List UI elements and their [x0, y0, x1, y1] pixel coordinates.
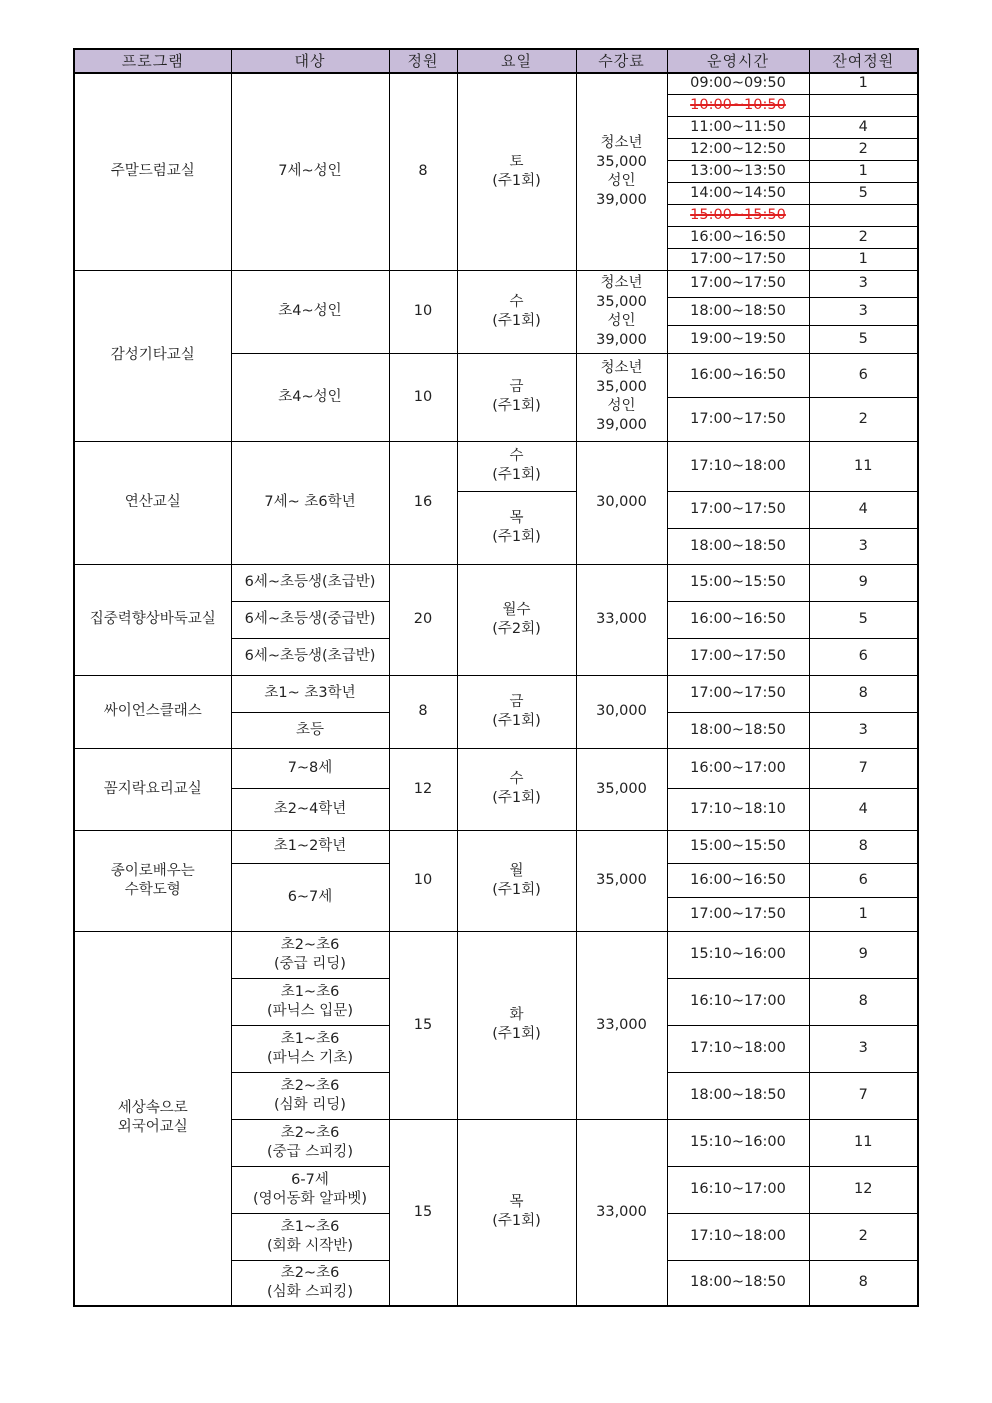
time-cell	[667, 1260, 809, 1306]
table-row	[74, 830, 918, 863]
table-row	[74, 675, 918, 712]
program-name-cell: 연산교실	[74, 441, 231, 564]
program-name-cell: 종이로배우는 수학도형	[74, 830, 231, 931]
time-text: 17:00~17:50	[690, 275, 786, 291]
time-text: 18:00~18:50	[690, 721, 786, 738]
target-cell: 초1~2학년	[231, 830, 389, 863]
time-text: 18:00~18:50	[690, 302, 786, 319]
time-cell	[667, 138, 809, 160]
day-cell: 목 (주1회)	[457, 1119, 576, 1306]
remaining-cell: 3	[809, 712, 918, 748]
fee-cell: 청소년 35,000 성인 39,000	[576, 353, 667, 441]
remaining-cell: 2	[809, 226, 918, 248]
remaining-cell: 8	[809, 675, 918, 712]
time-cell	[667, 601, 809, 638]
time-text: 15:10~16:00	[690, 946, 786, 962]
capacity-cell: 12	[389, 748, 457, 830]
day-cell: 수 (주1회)	[457, 441, 576, 491]
target-cell: 초1~초6 (파닉스 입문)	[231, 978, 389, 1025]
remaining-cell: 5	[809, 325, 918, 353]
time-cell	[667, 160, 809, 182]
time-cell-canceled	[667, 204, 809, 226]
program-name-cell: 집중력향상바둑교실	[74, 564, 231, 675]
program-name-cell: 주말드럼교실	[74, 73, 231, 270]
time-text: 16:00~16:50	[690, 228, 786, 245]
table-row	[74, 441, 918, 491]
time-text: 16:10~17:00	[690, 993, 786, 1009]
remaining-cell: 1	[809, 897, 918, 931]
time-text: 17:00~17:50	[690, 410, 786, 427]
time-text: 14:00~14:50	[690, 184, 786, 201]
table-row	[74, 748, 918, 788]
capacity-cell: 8	[389, 675, 457, 748]
fee-cell: 33,000	[576, 564, 667, 675]
capacity-cell: 10	[389, 830, 457, 931]
header-capacity: 정원	[389, 49, 457, 73]
remaining-cell: 2	[809, 397, 918, 441]
target-cell: 6~7세	[231, 863, 389, 931]
time-cell	[667, 441, 809, 491]
remaining-cell	[809, 94, 918, 116]
target-cell: 6세~초등생(중급반)	[231, 601, 389, 638]
fee-cell: 35,000	[576, 830, 667, 931]
remaining-cell	[809, 204, 918, 226]
target-cell: 초1~초6 (파닉스 기초)	[231, 1025, 389, 1072]
program-name-cell: 싸이언스클래스	[74, 675, 231, 748]
target-cell: 초4~성인	[231, 270, 389, 353]
table-row	[74, 931, 918, 978]
header-target: 대상	[231, 49, 389, 73]
time-text: 19:00~19:50	[690, 330, 786, 347]
time-text: 13:00~13:50	[690, 162, 786, 179]
target-cell: 6-7세 (영어동화 알파벳)	[231, 1166, 389, 1213]
time-text: 15:00~15:50	[690, 206, 786, 223]
remaining-cell: 8	[809, 978, 918, 1025]
table-row	[74, 270, 918, 297]
time-text: 16:00~16:50	[690, 611, 786, 627]
remaining-cell: 4	[809, 116, 918, 138]
remaining-cell: 7	[809, 1072, 918, 1119]
time-text: 11:00~11:50	[690, 118, 786, 135]
time-text: 09:00~09:50	[690, 75, 786, 92]
time-text: 16:10~17:00	[690, 1181, 786, 1197]
remaining-cell: 6	[809, 353, 918, 397]
time-cell	[667, 491, 809, 528]
time-text: 16:00~16:50	[690, 871, 786, 888]
remaining-cell: 11	[809, 441, 918, 491]
time-cell	[667, 1213, 809, 1260]
target-cell: 6세~초등생(초급반)	[231, 638, 389, 675]
time-cell	[667, 73, 809, 94]
header-row	[74, 49, 918, 73]
time-text: 10:00~10:50	[690, 96, 786, 113]
target-cell: 초2~초6 (심화 스피킹)	[231, 1260, 389, 1306]
time-text: 18:00~18:50	[690, 537, 786, 554]
capacity-cell: 10	[389, 353, 457, 441]
remaining-cell: 11	[809, 1119, 918, 1166]
remaining-cell: 1	[809, 248, 918, 270]
time-text: 18:00~18:50	[690, 1087, 786, 1103]
day-cell: 목 (주1회)	[457, 491, 576, 564]
remaining-cell: 3	[809, 528, 918, 564]
remaining-cell: 1	[809, 73, 918, 94]
target-cell: 초1~ 초3학년	[231, 675, 389, 712]
day-cell: 월수 (주2회)	[457, 564, 576, 675]
time-text: 18:00~18:50	[690, 1274, 786, 1291]
remaining-cell: 3	[809, 297, 918, 325]
time-cell	[667, 248, 809, 270]
capacity-cell: 10	[389, 270, 457, 353]
day-cell: 수 (주1회)	[457, 748, 576, 830]
program-name-cell: 꼼지락요리교실	[74, 748, 231, 830]
time-cell	[667, 931, 809, 978]
target-cell: 초4~성인	[231, 353, 389, 441]
time-cell	[667, 978, 809, 1025]
header-day: 요일	[457, 49, 576, 73]
target-cell: 6세~초등생(초급반)	[231, 564, 389, 601]
day-cell: 금 (주1회)	[457, 675, 576, 748]
time-cell	[667, 397, 809, 441]
fee-cell: 청소년 35,000 성인 39,000	[576, 73, 667, 270]
time-cell	[667, 226, 809, 248]
target-cell: 초2~4학년	[231, 788, 389, 830]
remaining-cell: 5	[809, 182, 918, 204]
remaining-cell: 9	[809, 931, 918, 978]
time-cell	[667, 564, 809, 601]
time-cell	[667, 353, 809, 397]
fee-cell: 청소년 35,000 성인 39,000	[576, 270, 667, 353]
day-cell: 토 (주1회)	[457, 73, 576, 270]
fee-cell: 33,000	[576, 1119, 667, 1306]
time-text: 15:00~15:50	[690, 838, 786, 854]
time-cell	[667, 863, 809, 897]
fee-cell: 35,000	[576, 748, 667, 830]
time-cell	[667, 830, 809, 863]
time-cell	[667, 325, 809, 353]
time-text: 17:00~17:50	[690, 905, 786, 922]
remaining-cell: 8	[809, 830, 918, 863]
time-cell	[667, 1072, 809, 1119]
target-cell: 초2~초6 (중급 스피킹)	[231, 1119, 389, 1166]
table-row	[74, 73, 918, 94]
header-remaining: 잔여정원	[809, 49, 918, 73]
time-text: 16:00~16:50	[690, 366, 786, 383]
time-text: 17:10~18:00	[690, 457, 786, 474]
time-text: 17:00~17:50	[690, 685, 786, 701]
time-cell	[667, 675, 809, 712]
time-cell	[667, 297, 809, 325]
remaining-cell: 1	[809, 160, 918, 182]
time-cell	[667, 1166, 809, 1213]
capacity-cell: 15	[389, 931, 457, 1119]
time-cell	[667, 712, 809, 748]
day-cell: 화 (주1회)	[457, 931, 576, 1119]
remaining-cell: 6	[809, 638, 918, 675]
time-cell	[667, 748, 809, 788]
header-program: 프로그램	[74, 49, 231, 73]
time-cell	[667, 528, 809, 564]
time-text: 15:10~16:00	[690, 1134, 786, 1150]
fee-cell: 33,000	[576, 931, 667, 1119]
time-cell	[667, 1119, 809, 1166]
time-text: 17:00~17:50	[690, 501, 786, 517]
remaining-cell: 7	[809, 748, 918, 788]
day-cell: 월 (주1회)	[457, 830, 576, 931]
time-cell-canceled	[667, 94, 809, 116]
program-name-cell: 감성기타교실	[74, 270, 231, 441]
target-cell: 7세~ 초6학년	[231, 441, 389, 564]
fee-cell: 30,000	[576, 441, 667, 564]
time-cell	[667, 788, 809, 830]
target-cell: 초2~초6 (중급 리딩)	[231, 931, 389, 978]
capacity-cell: 8	[389, 73, 457, 270]
time-text: 17:10~18:10	[690, 800, 786, 817]
capacity-cell: 16	[389, 441, 457, 564]
remaining-cell: 5	[809, 601, 918, 638]
time-cell	[667, 270, 809, 297]
time-cell	[667, 638, 809, 675]
time-text: 16:00~17:00	[690, 759, 786, 776]
remaining-cell: 3	[809, 1025, 918, 1072]
remaining-cell: 2	[809, 138, 918, 160]
table-row	[74, 564, 918, 601]
remaining-cell: 2	[809, 1213, 918, 1260]
remaining-cell: 3	[809, 270, 918, 297]
time-text: 17:10~18:00	[690, 1228, 786, 1244]
schedule-table	[73, 48, 919, 1307]
time-text: 15:00~15:50	[690, 574, 786, 590]
header-time: 운영시간	[667, 49, 809, 73]
capacity-cell: 15	[389, 1119, 457, 1306]
remaining-cell: 6	[809, 863, 918, 897]
remaining-cell: 4	[809, 491, 918, 528]
target-cell: 초등	[231, 712, 389, 748]
target-cell: 초2~초6 (심화 리딩)	[231, 1072, 389, 1119]
remaining-cell: 4	[809, 788, 918, 830]
time-cell	[667, 116, 809, 138]
remaining-cell: 9	[809, 564, 918, 601]
time-text: 17:00~17:50	[690, 648, 786, 664]
header-fee: 수강료	[576, 49, 667, 73]
target-cell: 초1~초6 (회화 시작반)	[231, 1213, 389, 1260]
time-text: 12:00~12:50	[690, 140, 786, 157]
capacity-cell: 20	[389, 564, 457, 675]
time-cell	[667, 897, 809, 931]
day-cell: 수 (주1회)	[457, 270, 576, 353]
target-cell: 7~8세	[231, 748, 389, 788]
day-cell: 금 (주1회)	[457, 353, 576, 441]
target-cell: 7세~성인	[231, 73, 389, 270]
time-cell	[667, 1025, 809, 1072]
time-cell	[667, 182, 809, 204]
fee-cell: 30,000	[576, 675, 667, 748]
remaining-cell: 8	[809, 1260, 918, 1306]
time-text: 17:00~17:50	[690, 250, 786, 267]
time-text: 17:10~18:00	[690, 1040, 786, 1056]
remaining-cell: 12	[809, 1166, 918, 1213]
program-name-cell: 세상속으로 외국어교실	[74, 931, 231, 1306]
